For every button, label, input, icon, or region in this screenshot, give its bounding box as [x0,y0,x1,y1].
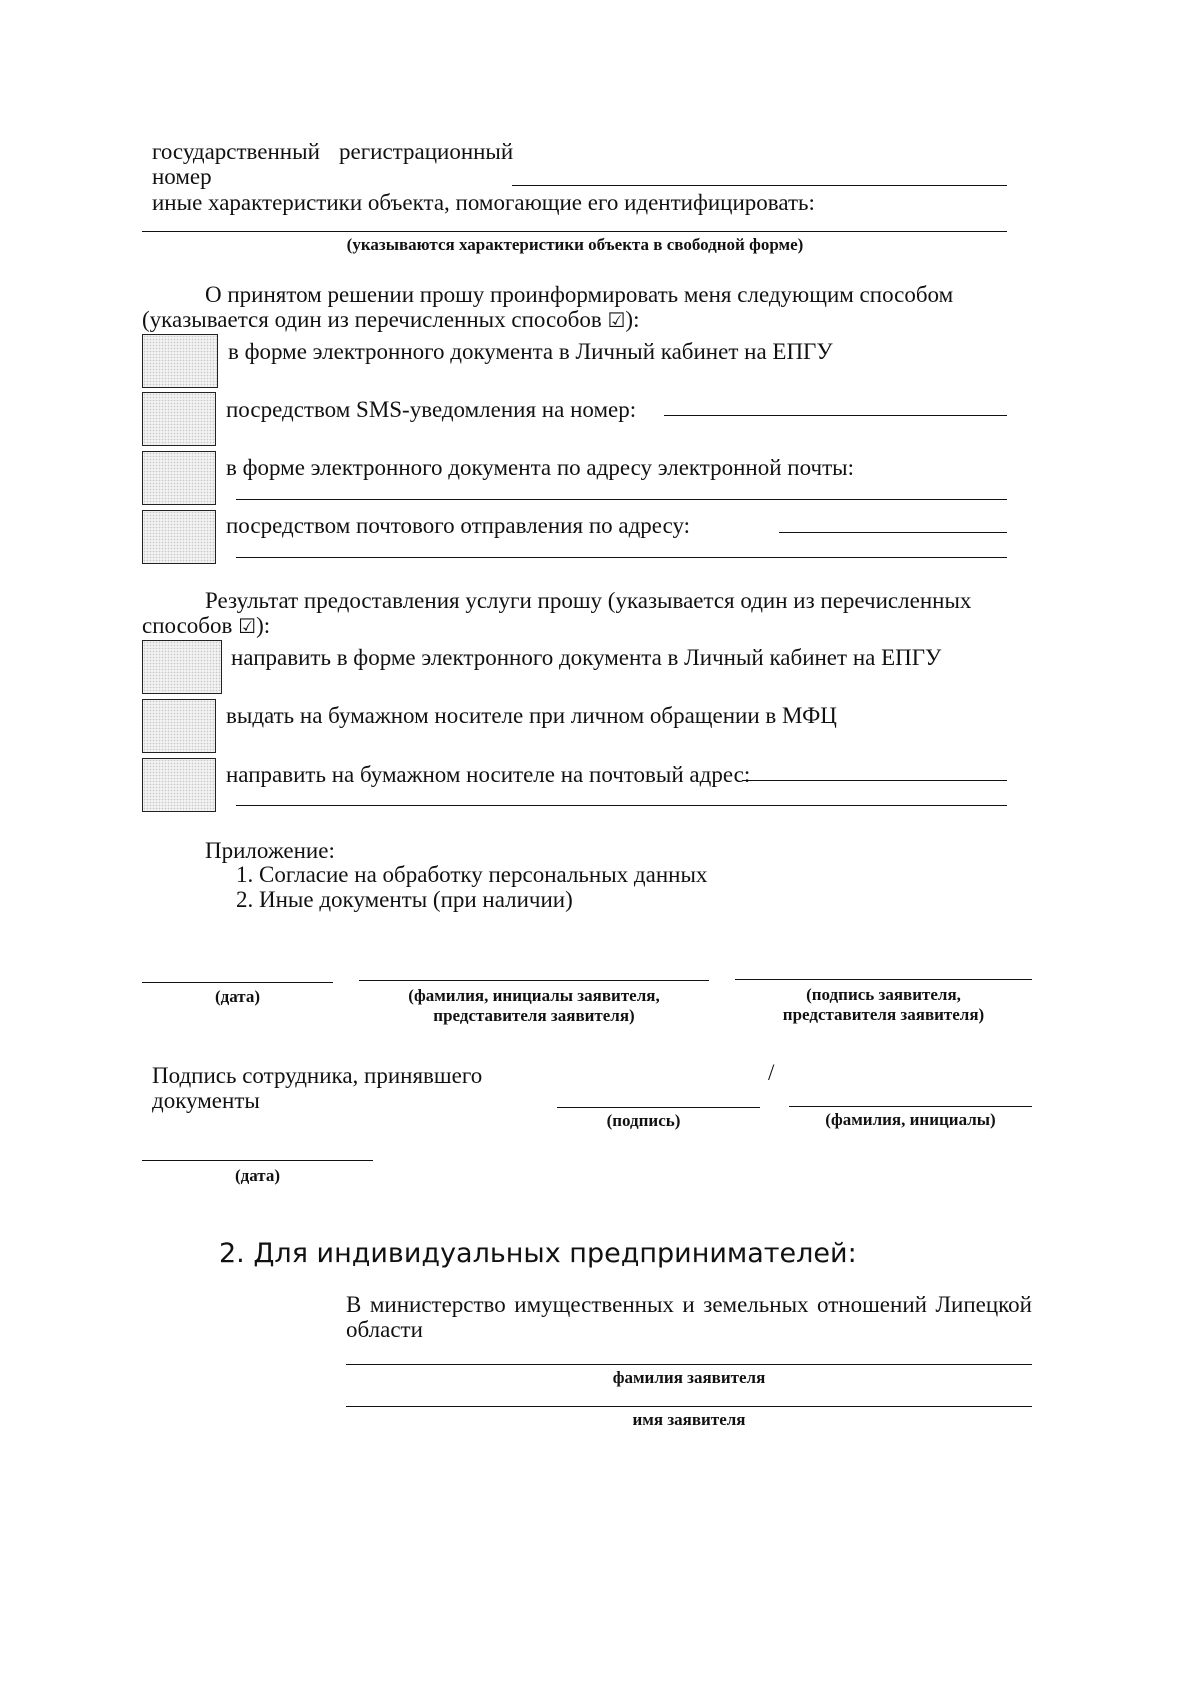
notify-option-email-checkbox[interactable] [142,451,216,505]
characteristics-hint: (указываются характеристики объекта в свободной форме) [346,235,804,254]
applicant-name-caption-2: представителя заявителя) [433,1006,635,1025]
post-address-field-2[interactable] [236,557,1007,558]
employee-date-caption: (дата) [234,1166,281,1185]
applicant-date-field[interactable] [142,982,333,983]
email-address-field[interactable] [236,499,1007,500]
notify-option-sms-checkbox[interactable] [142,392,216,446]
notify-option-cabinet-label: в форме электронного документа в Личный кабинет на ЕПГУ [228,339,833,364]
applicant-name-field[interactable] [359,980,709,981]
applicant-name-caption-1: (фамилия, инициалы заявителя, [408,986,660,1005]
applicant-signature-caption-1: (подпись заявителя, [806,985,961,1004]
checkbox-checked-icon: ☑ [607,308,626,332]
notify-intro-line2: (указывается один из перечисленных способов ☑): [142,307,640,332]
reg-number-field[interactable] [512,185,1007,186]
firstname-caption: имя заявителя [632,1410,746,1429]
section2-addressee: В министерство имущественных и земельных отношений Липецкой [346,1292,1032,1317]
applicant-signature-field[interactable] [735,979,1032,980]
result-intro-line1: Результат предоставления услуги прошу (указывается один из перечисленных [205,588,972,613]
section2-addressee-2: области [346,1317,423,1342]
characteristics-field[interactable] [142,231,1007,232]
result-post-address-field-2[interactable] [236,805,1007,806]
applicant-date-caption: (дата) [214,987,261,1006]
employee-name-caption: (фамилия, инициалы) [825,1110,996,1129]
post-address-field-1[interactable] [779,532,1007,533]
result-option-mfc-label: выдать на бумажном носителе при личном обращении в МФЦ [226,703,837,728]
checkbox-checked-icon: ☑ [238,614,257,638]
other-characteristics-label: иные характеристики объекта, помогающие его идентифицировать: [152,190,815,215]
result-option-cabinet-checkbox[interactable] [142,640,222,694]
employee-date-field[interactable] [142,1160,373,1161]
result-option-post-checkbox[interactable] [142,758,216,812]
surname-caption: фамилия заявителя [612,1368,766,1387]
employee-name-field[interactable] [789,1106,1032,1107]
sms-number-field[interactable] [664,415,1007,416]
reg-number-label-word3: номер [152,164,212,189]
notify-intro-line1: О принятом решении прошу проинформировать меня следующим способом [205,282,954,307]
employee-label-2: документы [152,1088,260,1113]
notify-option-email-label: в форме электронного документа по адресу электронной почты: [226,455,854,480]
notify-option-post-label: посредством почтового отправления по адресу: [226,513,691,538]
attachment-item: 1. Согласие на обработку персональных данных [236,862,708,887]
applicant-signature-caption-2: представителя заявителя) [782,1005,985,1024]
reg-number-label-word2: регистрационный [339,139,514,164]
employee-slash: / [768,1060,775,1085]
result-option-mfc-checkbox[interactable] [142,699,216,753]
attachment-item: 2. Иные документы (при наличии) [236,887,573,912]
notify-option-post-checkbox[interactable] [142,510,216,564]
employee-signature-field[interactable] [557,1107,760,1108]
attachments-title: Приложение: [205,838,335,863]
result-post-address-field-1[interactable] [742,780,1007,781]
result-option-cabinet-label: направить в форме электронного документа в Личный кабинет на ЕПГУ [231,645,942,670]
employee-label-1: Подпись сотрудника, принявшего [152,1063,483,1088]
notify-option-sms-label: посредством SMS-уведомления на номер: [226,397,637,422]
employee-signature-caption: (подпись) [606,1111,681,1130]
notify-option-cabinet-checkbox[interactable] [142,334,218,388]
reg-number-label-word1: государственный [152,139,320,164]
firstname-field[interactable] [346,1406,1032,1407]
result-intro-line2: способов ☑): [142,613,271,638]
section2-heading: 2. Для индивидуальных предпринимателей: [219,1238,857,1269]
result-option-post-label: направить на бумажном носителе на почтовый адрес: [226,762,751,787]
surname-field[interactable] [346,1364,1032,1365]
